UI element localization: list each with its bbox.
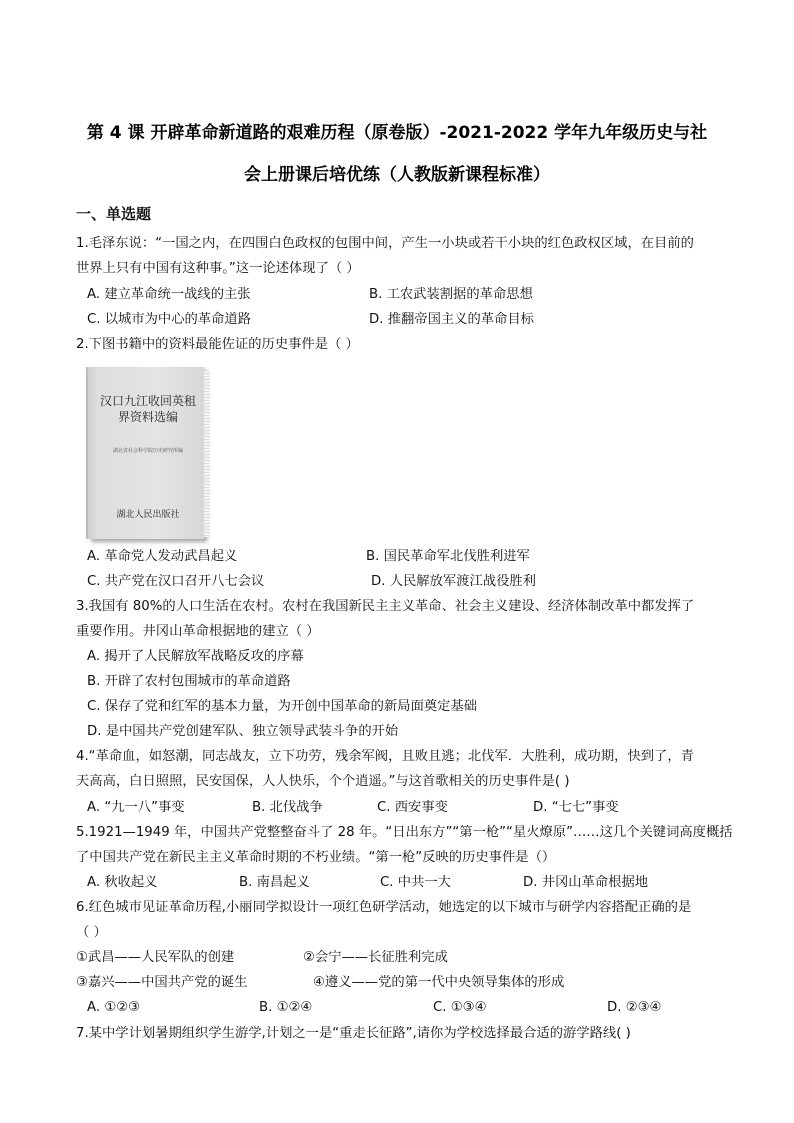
question-5-stem-line-2: 了中国共产党在新民主主义革命时期的不朽业绩。“第一枪”反映的历史事件是（）: [76, 850, 556, 865]
question-4-stem-line-1: 4.“革命血，如怒潮，同志战友，立下功劳，残余军阀，且败且逃；北伐军．大胜利，成功期，快到了，青: [76, 749, 694, 764]
question-5-option-b: B. 南昌起义: [239, 875, 310, 890]
book-cover: [88, 367, 204, 539]
question-1-option-a: A. 建立革命统一战线的主张: [87, 287, 251, 302]
question-5-option-a: A. 秋收起义: [87, 875, 158, 890]
question-6-item-3: ③嘉兴——中国共产党的诞生: [76, 975, 248, 990]
question-5-stem-line-1: 5.1921—1949 年，中国共产党整整奋斗了 28 年。“日出东方”“第一枪”“星火燎原”……这几个关键词高度概括: [76, 825, 733, 840]
question-2-option-d: D. 人民解放军渡江战役胜利: [371, 574, 536, 589]
book-cover-image: [86, 365, 212, 541]
question-6-option-b: B. ①②④: [259, 1000, 313, 1015]
question-1-stem-line-2: 世界上只有中国有这种事。”这一论述体现了（ ）: [76, 261, 360, 276]
question-6-item-1: ①武昌——人民军队的创建: [76, 950, 235, 965]
question-6-stem-line-2: （ ）: [76, 925, 107, 940]
question-1-option-d: D. 推翻帝国主义的革命目标: [369, 312, 534, 327]
question-2-option-b: B. 国民革命军北伐胜利进军: [366, 549, 530, 564]
question-3-option-c: C. 保存了党和红军的基本力量，为开创中国革命的新局面奠定基础: [87, 699, 478, 714]
question-4-option-a: A. “九一八”事变: [87, 800, 185, 815]
question-3-option-a: A. 揭开了人民解放军战略反攻的序幕: [87, 649, 304, 664]
question-6-option-d: D. ②③④: [607, 1000, 662, 1015]
question-3-stem-line-2: 重要作用。井冈山革命根据地的建立（ ）: [76, 624, 320, 639]
question-6-item-4: ④遵义——党的第一代中央领导集体的形成: [313, 975, 565, 990]
question-6-item-2: ②会宁——长征胜利完成: [303, 950, 448, 965]
document-title-line-1: 第 4 课 开辟革命新道路的艰难历程（原卷版）-2021-2022 学年九年级历史与社: [86, 123, 708, 143]
question-1-option-c: C. 以城市为中心的革命道路: [87, 312, 252, 327]
section-heading: 一、单选题: [76, 205, 152, 223]
question-6-option-a: A. ①②③: [87, 1000, 141, 1015]
question-3-option-d: D. 是中国共产党创建军队、独立领导武装斗争的开始: [87, 724, 399, 739]
book-editor: 湖北省社会科学院历史研究所编: [112, 448, 183, 454]
question-4-stem-line-2: 天高高，白日照照，民安国保，人人快乐，个个逍遥。”与这首歌相关的历史事件是( ): [76, 774, 570, 789]
question-1-stem-line-1: 1.毛泽东说：“一国之内，在四围白色政权的包围中间，产生一小块或若干小块的红色政权区域，在目前的: [76, 236, 694, 251]
question-4-option-b: B. 北伐战争: [252, 800, 323, 815]
question-4-option-c: C. 西安事变: [377, 800, 448, 815]
book-title: 汉口九江收回英租界资料选编: [99, 394, 196, 424]
question-3-stem-line-1: 3.我国有 80%的人口生活在农村。农村在我国新民主主义革命、社会主义建设、经济体制改革中都发挥了: [76, 599, 695, 614]
book-page-edge: [204, 371, 210, 537]
question-5-option-d: D. 井冈山革命根据地: [523, 875, 649, 890]
document-title-line-2: 会上册课后培优练（人教版新课程标准）: [244, 165, 550, 185]
question-2-option-a: A. 革命党人发动武昌起义: [87, 549, 238, 564]
question-3-option-b: B. 开辟了农村包围城市的革命道路: [87, 674, 291, 689]
question-2-option-c: C. 共产党在汉口召开八七会议: [87, 574, 265, 589]
question-4-option-d: D. “七七”事变: [533, 800, 619, 815]
question-6-stem-line-1: 6.红色城市见证革命历程,小丽同学拟设计一项红色研学活动，她选定的以下城市与研学内容搭配正确的是: [76, 900, 692, 915]
question-1-option-b: B. 工农武装割据的革命思想: [369, 287, 533, 302]
question-2-stem: 2.下图书籍中的资料最能佐证的历史事件是（ ）: [76, 337, 359, 352]
question-6-option-c: C. ①③④: [433, 1000, 487, 1015]
question-5-option-c: C. 中共一大: [380, 875, 451, 890]
book-publisher: 湖北人民出版社: [116, 510, 180, 520]
question-7-stem: 7.某中学计划暑期组织学生游学,计划之一是“重走长征路”,请你为学校选择最合适的游学路线( ): [76, 1026, 631, 1041]
